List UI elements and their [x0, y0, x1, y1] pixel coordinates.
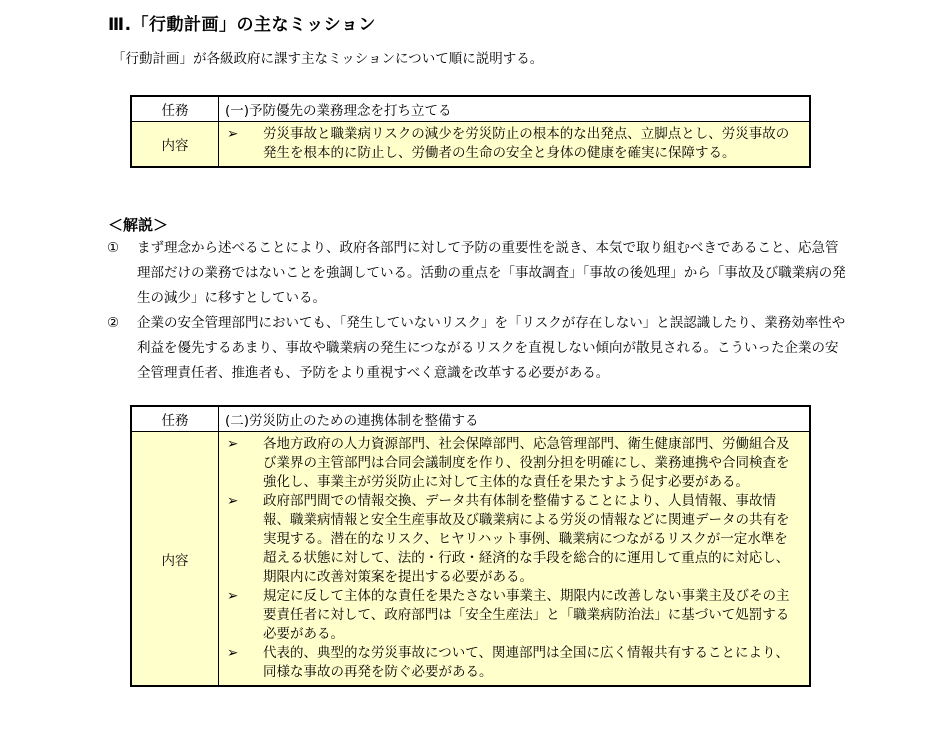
arrow-bullet-icon: ➢ — [227, 126, 239, 142]
arrow-bullet-icon: ➢ — [227, 588, 239, 604]
commentary-text: 企業の安全管理部門においても、「発生していないリスク」を「リスクが存在しない」と誤認識したり、業務効率性や利益を優先するあまり、事故や職業病の発生につながるリスクを直視しない傾向が散見される。こういった企業の安全管理責任者、推進者も、予防をより重視すべく意識を改革する必要がある。 — [137, 315, 846, 381]
task-key-label: 任務 — [131, 96, 219, 122]
arrow-bullet-icon: ➢ — [227, 645, 239, 661]
commentary-item — [107, 236, 847, 311]
arrow-bullet-icon: ➢ — [227, 493, 239, 509]
bullet-text: 代表的、典型的な労災事故について、関連部門は全国に広く情報共有することにより、同様な事故の再発を防ぐ必要がある。 — [263, 645, 789, 680]
bullet-item — [225, 587, 801, 644]
bullet-text: 各地方政府の人力資源部門、社会保障部門、応急管理部門、衛生健康部門、労働組合及び業界の主管部門は合同会議制度を作り、役割分担を明確にし、業務連携や合同検査を強化し、事業主が労災防止に対して主体的な責任を果たすよう促す必要がある。 — [263, 436, 790, 490]
circled-number: ② — [107, 315, 120, 331]
mission-table-2 — [130, 405, 811, 687]
mission-table-1 — [130, 95, 811, 168]
content-cell — [219, 122, 811, 168]
bullet-text: 政府部門間での情報交換、データ共有体制を整備することにより、人員情報、事故情報、職業病情報と安全生産事故及び職業病による労災の情報などに関連データの共有を実現する。潜在的なリスク、ヒヤリハット事例、職業病につながるリスクが一定水準を超える状態に対して、法的・行政・経済的な手段を総合的に運用して重点的に対応し、期限内に改善対策案を提出する必要がある。 — [263, 493, 790, 585]
content-cell — [219, 432, 811, 687]
arrow-bullet-icon: ➢ — [227, 436, 239, 452]
bullet-item — [225, 435, 801, 492]
content-key-label: 内容 — [131, 122, 219, 168]
commentary-text: まず理念から述べることにより、政府各部門に対して予防の重要性を説き、本気で取り組むべきであること、応急管理部だけの業務ではないことを強調している。活動の重点を「事故調査」「事故の後処理」から「事故及び職業病の発生の減少」に移すとしている。 — [137, 240, 846, 306]
section-title: Ⅲ.「行動計画」の主なミッション — [108, 15, 376, 35]
content-key-label: 内容 — [131, 432, 219, 687]
bullet-text: 労災事故と職業病リスクの減少を労災防止の根本的な出発点、立脚点とし、労災事故の発生を根本的に防止し、労働者の生命の安全と身体の健康を確実に保障する。 — [263, 126, 790, 161]
task-title: (二)労災防止のための連携体制を整備する — [219, 406, 811, 432]
commentary-item — [107, 311, 847, 386]
bullet-text: 規定に反して主体的な責任を果たさない事業主、期限内に改善しない事業主及びその主要責任者に対して、政府部門は「安全生産法」と「職業病防治法」に基づいて処罰する必要がある。 — [263, 588, 790, 642]
circled-number: ① — [107, 240, 120, 256]
task-title: (一)予防優先の業務理念を打ち立てる — [219, 96, 811, 122]
bullet-item — [225, 492, 801, 587]
task-key-label: 任務 — [131, 406, 219, 432]
commentary-list — [107, 236, 847, 386]
bullet-item — [225, 644, 801, 682]
intro-text: 「行動計画」が各級政府に課す主なミッションについて順に説明する。 — [112, 51, 544, 67]
bullet-item — [225, 125, 801, 163]
commentary-heading: ＜解説＞ — [108, 216, 169, 234]
